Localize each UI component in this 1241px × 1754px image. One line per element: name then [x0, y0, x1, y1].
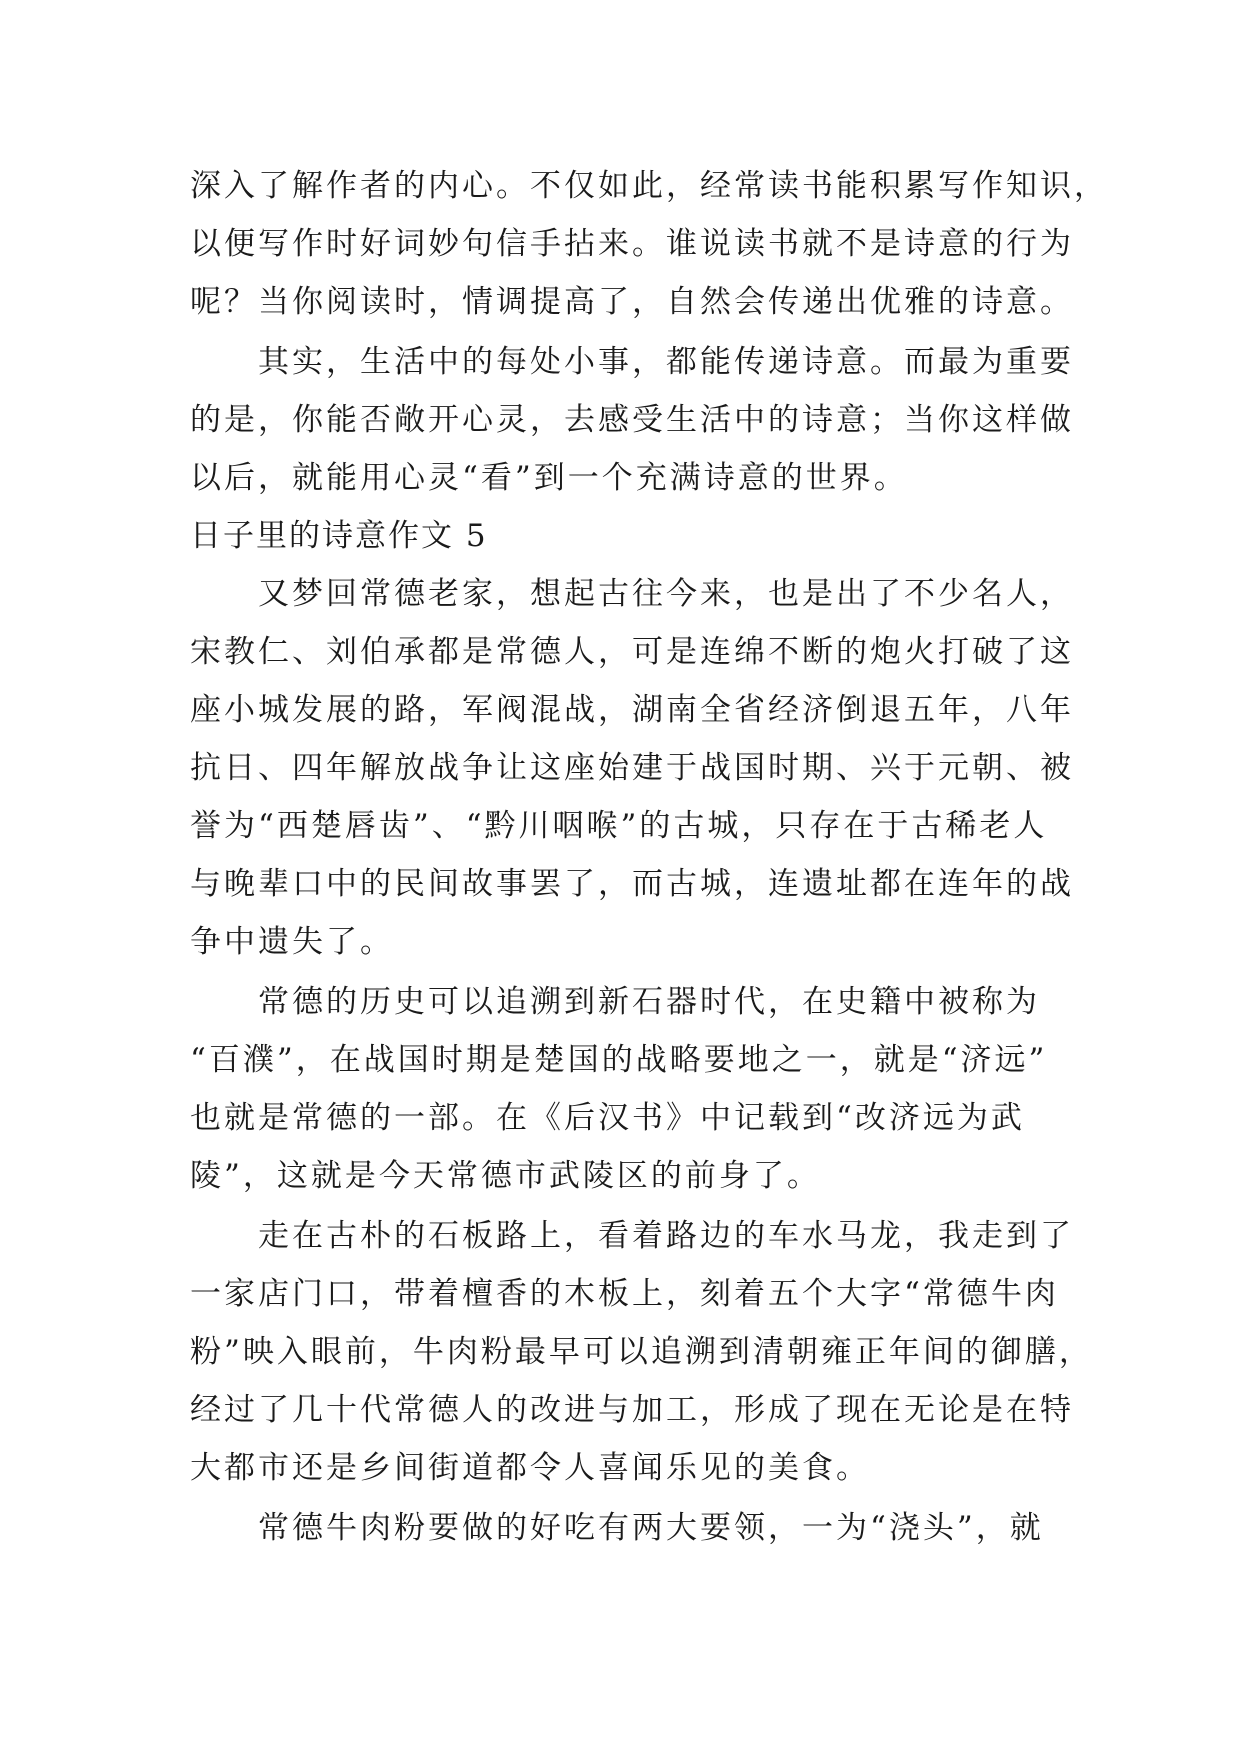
text-line: “百濮”，在战国时期是楚国的战略要地之一，就是“济远” [190, 1042, 1048, 1078]
text-line: 陵”，这就是今天常德市武陵区的前身了。 [190, 1158, 821, 1194]
text-line: 座小城发展的路，军阀混战，湖南全省经济倒退五年，八年 [190, 692, 1074, 728]
text-line: 宋教仁、刘伯承都是常德人，可是连绵不断的炮火打破了这 [190, 634, 1074, 670]
text-line: 的是，你能否敞开心灵，去感受生活中的诗意；当你这样做 [190, 402, 1074, 438]
text-line: 大都市还是乡间街道都令人喜闻乐见的美食。 [190, 1450, 870, 1486]
text-line: 争中遗失了。 [190, 924, 394, 960]
text-line: 以后，就能用心灵“看”到一个充满诗意的世界。 [190, 460, 908, 496]
text-line: 常德的历史可以追溯到新石器时代，在史籍中被称为 [190, 984, 1040, 1020]
section-heading: 日子里的诗意作文 5 [190, 518, 488, 554]
text-line: 粉”映入眼前，牛肉粉最早可以追溯到清朝雍正年间的御膳， [190, 1334, 1093, 1370]
text-line: 深入了解作者的内心。不仅如此，经常读书能积累写作知识， [190, 168, 1108, 204]
text-line: 也就是常德的一部。在《后汉书》中记载到“改济远为武 [190, 1100, 1025, 1136]
text-line: 与晚辈口中的民间故事罢了，而古城，连遗址都在连年的战 [190, 866, 1074, 902]
text-line: 一家店门口，带着檀香的木板上，刻着五个大字“常德牛肉 [190, 1276, 1059, 1312]
text-line: 以便写作时好词妙句信手拈来。谁说读书就不是诗意的行为 [190, 226, 1074, 262]
text-line: 抗日、四年解放战争让这座始建于战国时期、兴于元朝、被 [190, 750, 1074, 786]
text-line: 经过了几十代常德人的改进与加工，形成了现在无论是在特 [190, 1392, 1074, 1428]
text-line: 其实，生活中的每处小事，都能传递诗意。而最为重要 [190, 344, 1074, 380]
text-line: 又梦回常德老家，想起古往今来，也是出了不少名人， [190, 576, 1074, 612]
text-line: 走在古朴的石板路上，看着路边的车水马龙，我走到了 [190, 1218, 1074, 1254]
text-line: 誉为“西楚唇齿”、“黔川咽喉”的古城，只存在于古稀老人 [190, 808, 1048, 844]
text-line: 呢？当你阅读时，情调提高了，自然会传递出优雅的诗意。 [190, 284, 1074, 320]
text-line: 常德牛肉粉要做的好吃有两大要领，一为“浇头”，就 [190, 1510, 1044, 1546]
